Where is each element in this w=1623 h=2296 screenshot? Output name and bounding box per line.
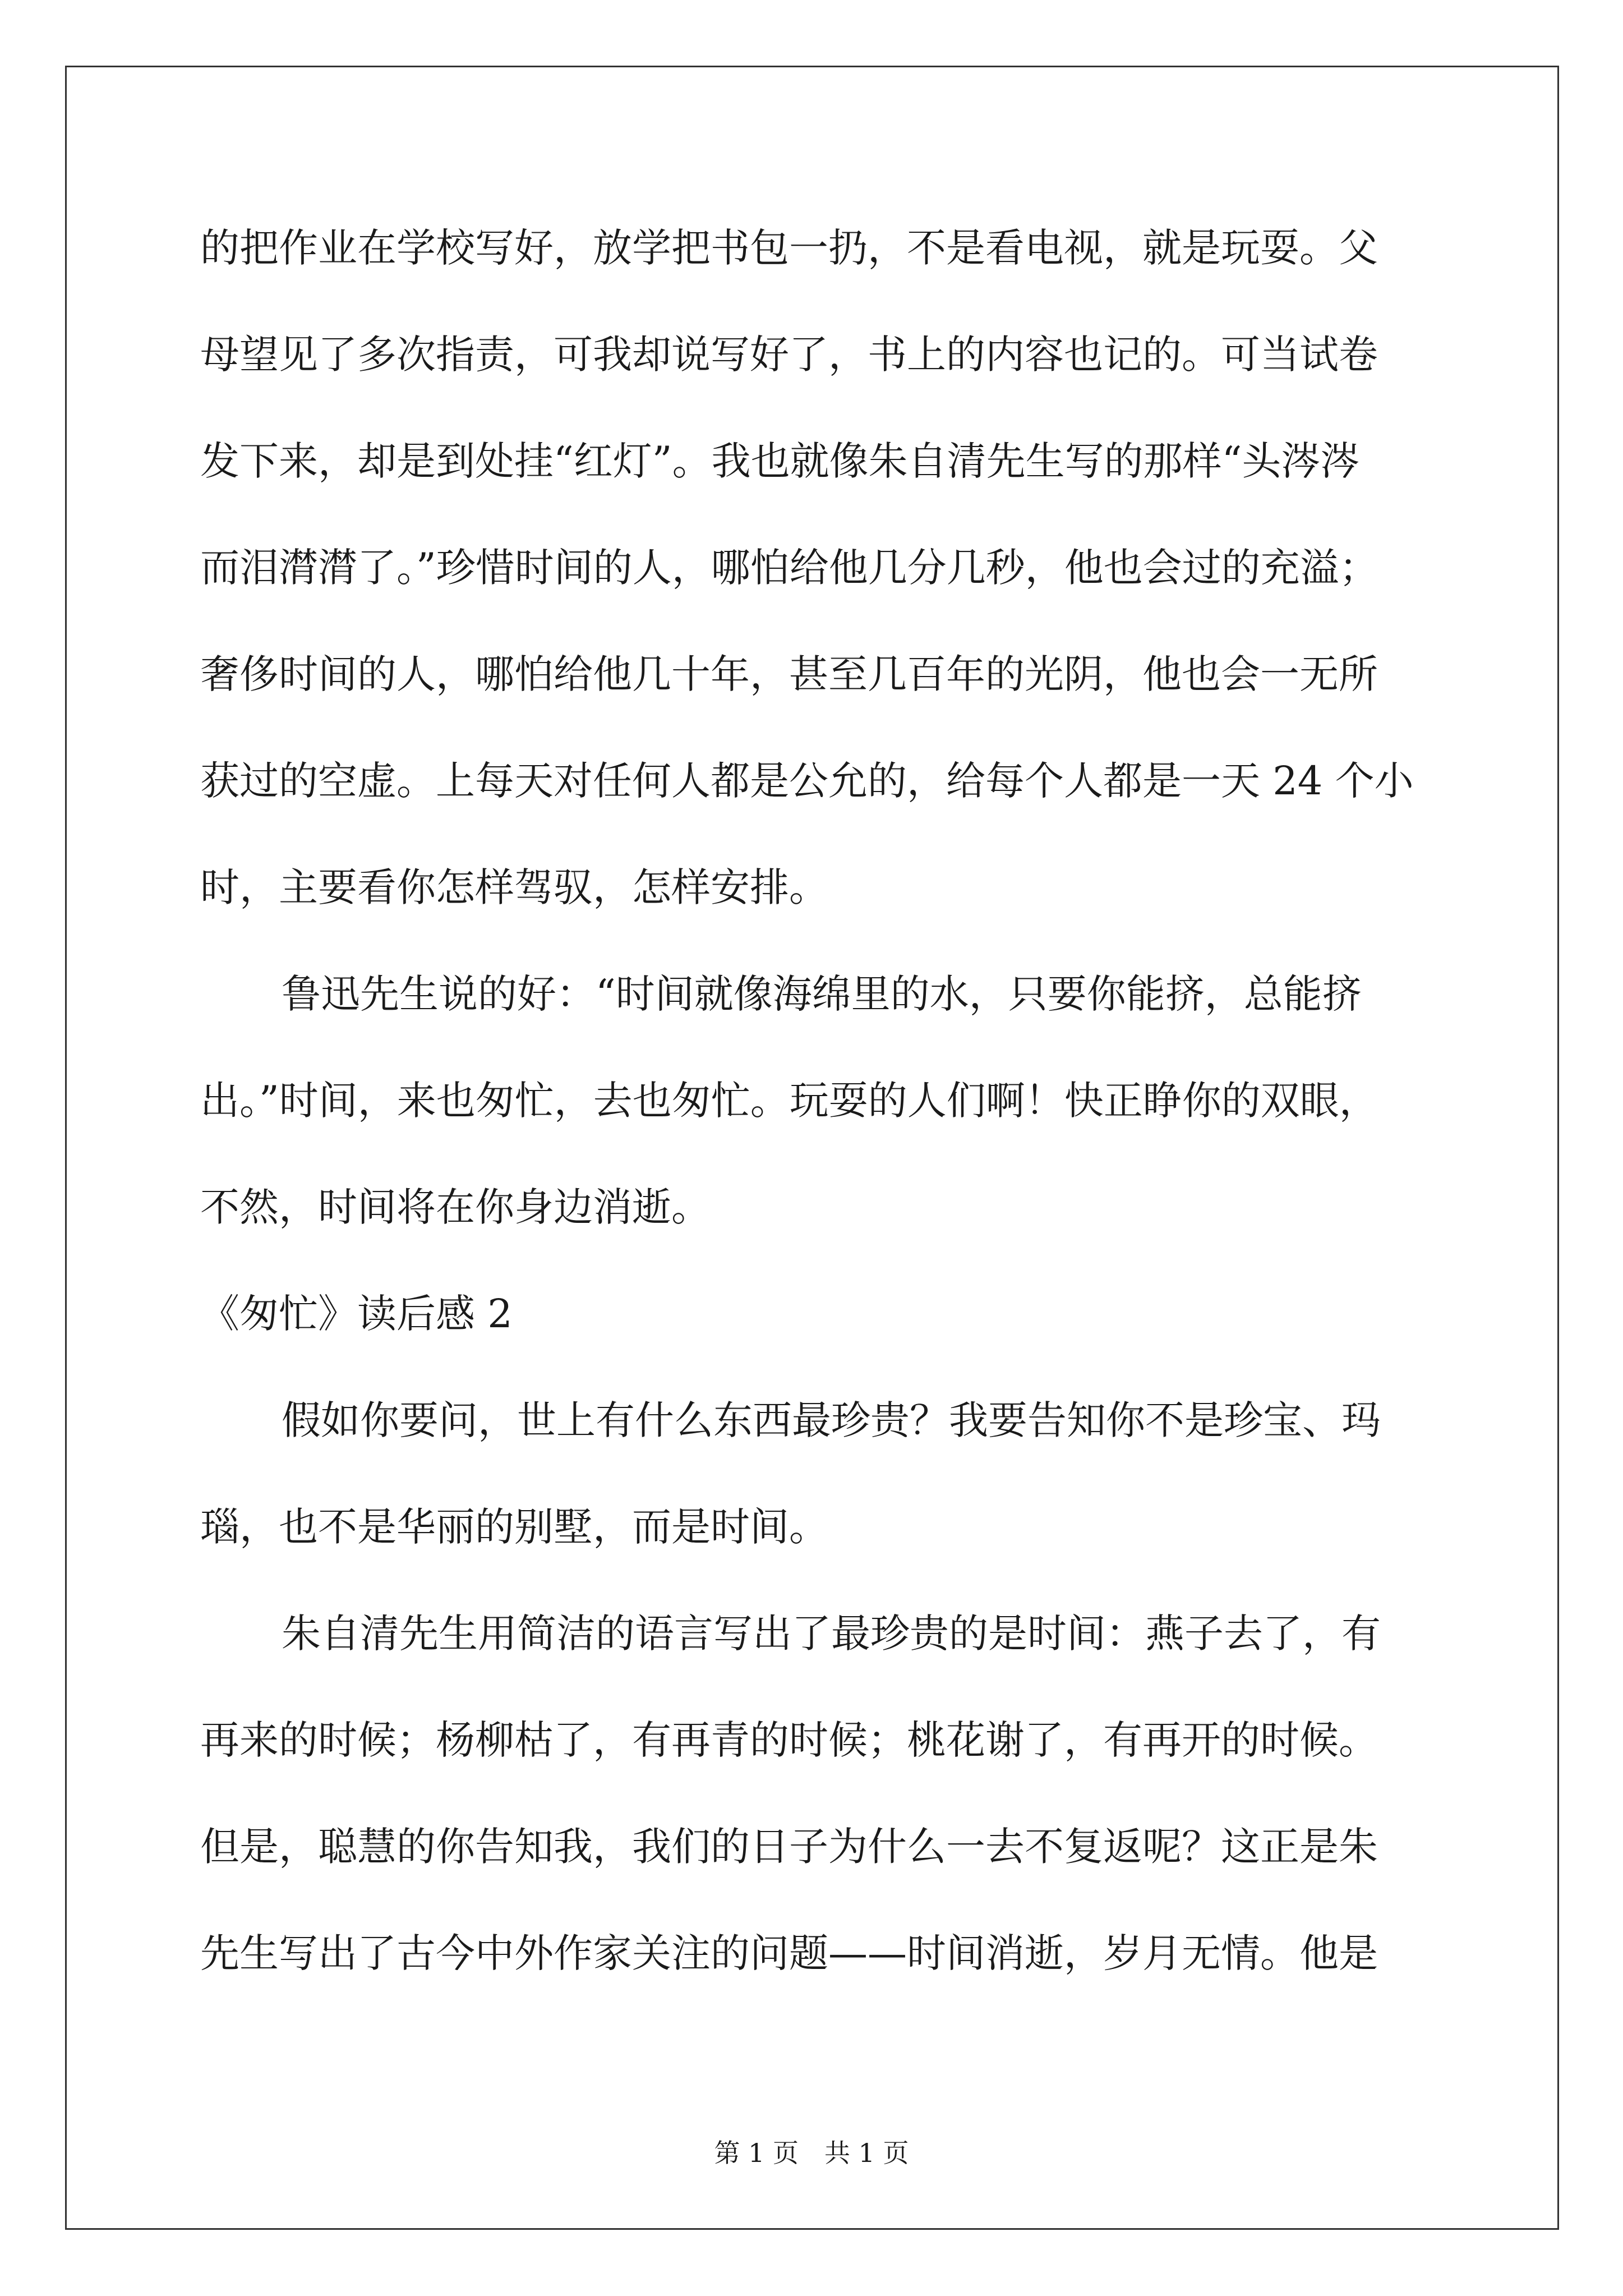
page-border — [65, 66, 1559, 2230]
text-line: 出。”时间，来也匆忙，去也匆忙。玩耍的人们啊！快正睁你的双眼， — [200, 1078, 1378, 1124]
text-line: 不然，时间将在你身边消逝。 — [200, 1184, 711, 1230]
text-line: 的把作业在学校写好，放学把书包一扔，不是看电视，就是玩耍。父 — [200, 225, 1378, 271]
section-heading: 《匆忙》读后感 2 — [200, 1291, 513, 1337]
text-line: 瑙，也不是华丽的别墅，而是时间。 — [200, 1504, 828, 1550]
paragraph-first-line: 朱自清先生用简洁的语言写出了最珍贵的是时间：燕子去了，有 — [282, 1611, 1381, 1657]
text-line: 先生写出了古今中外作家关注的问题——时间消逝，岁月无情。他是 — [200, 1930, 1378, 1976]
text-line: 而泪潸潸了。”珍惜时间的人，哪怕给他几分几秒，他也会过的充溢； — [200, 545, 1378, 591]
paragraph-first-line: 假如你要问，世上有什么东西最珍贵？我要告知你不是珍宝、玛 — [282, 1397, 1381, 1443]
page-footer: 第 1 页 共 1 页 — [714, 2138, 909, 2168]
text-line: 再来的时候；杨柳枯了，有再青的时候；桃花谢了，有再开的时候。 — [200, 1717, 1378, 1763]
text-line: 获过的空虚。上每天对任何人都是公允的，给每个人都是一天 24 个小 — [200, 758, 1414, 804]
text-line: 但是，聪慧的你告知我，我们的日子为什么一去不复返呢？这正是朱 — [200, 1824, 1378, 1870]
text-line: 发下来，却是到处挂“红灯”。我也就像朱自清先生写的那样“头涔涔 — [200, 438, 1360, 484]
text-line: 母望见了多次指责，可我却说写好了，书上的内容也记的。可当试卷 — [200, 332, 1378, 378]
text-line: 时，主要看你怎样驾驭，怎样安排。 — [200, 864, 828, 910]
text-line: 奢侈时间的人，哪怕给他几十年，甚至几百年的光阴，他也会一无所 — [200, 651, 1378, 697]
paragraph-first-line: 鲁迅先生说的好：“时间就像海绵里的水，只要你能挤，总能挤 — [282, 971, 1362, 1017]
